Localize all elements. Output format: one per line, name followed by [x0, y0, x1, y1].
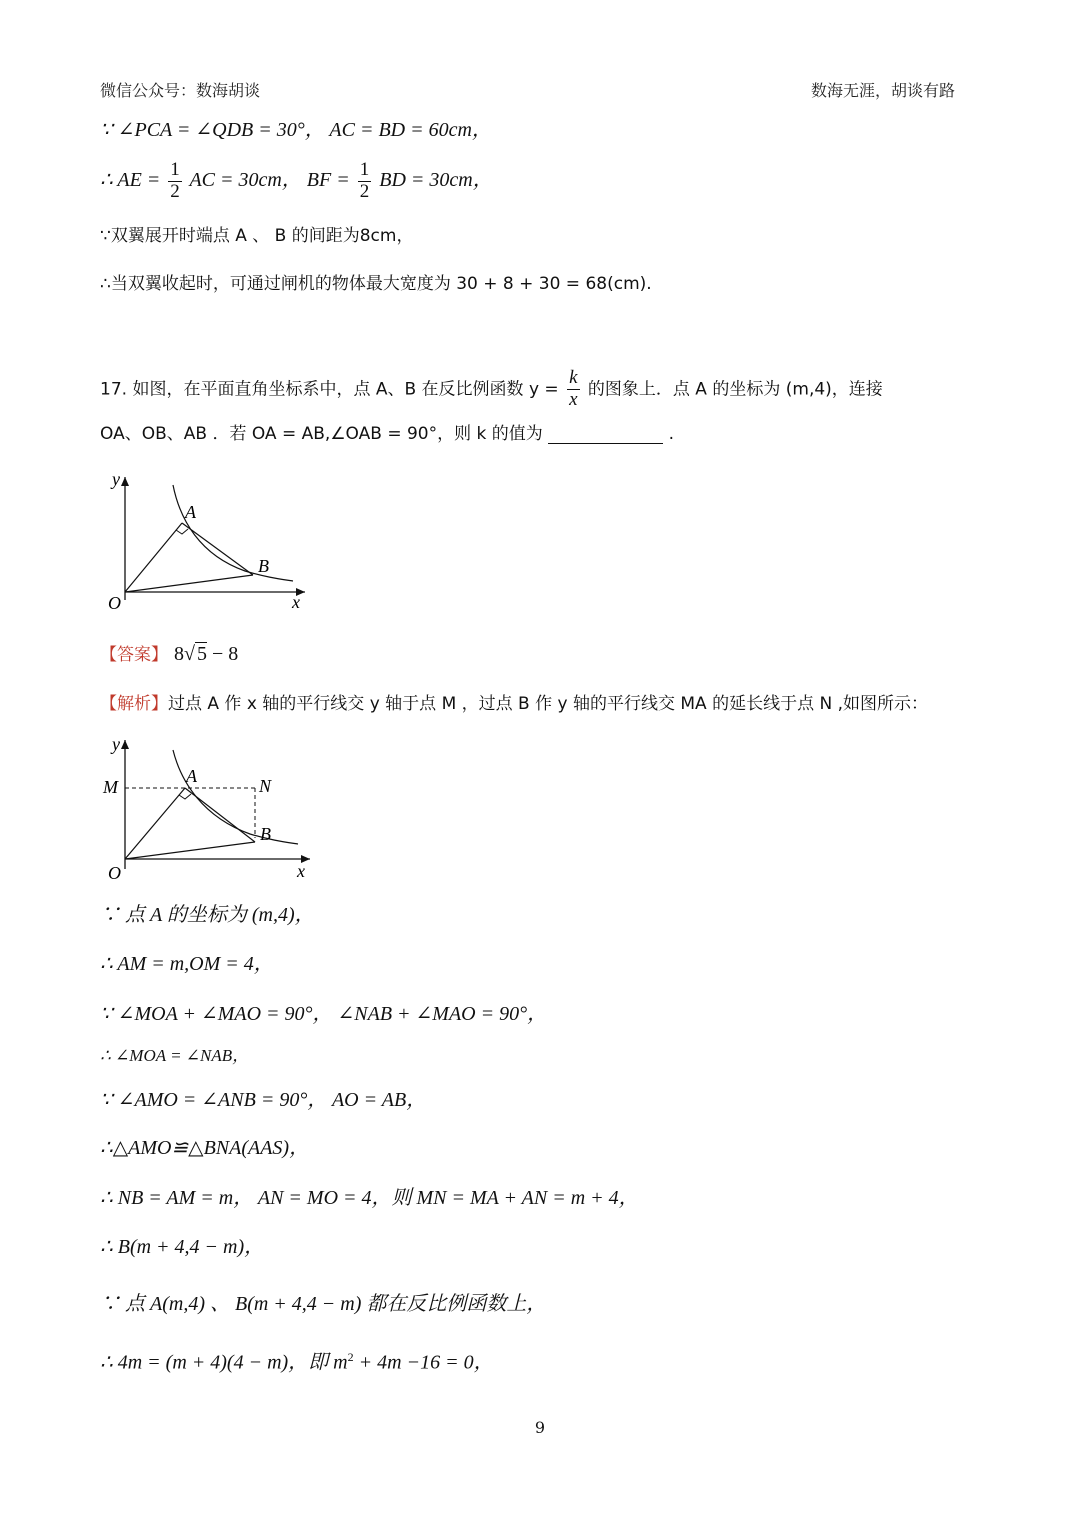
- label-y: y: [112, 469, 120, 489]
- step-3: ∵ ∠MOA + ∠MAO = 90°， ∠NAB + ∠MAO = 90°，: [100, 1003, 548, 1025]
- step-10-sup: 2: [347, 1350, 354, 1364]
- segment-ob: [125, 842, 255, 859]
- fraction-den: 2: [170, 180, 180, 202]
- answer-value-b: − 8: [207, 643, 239, 665]
- label-m: M: [103, 777, 118, 797]
- label-x: x: [297, 861, 305, 881]
- label-n: N: [259, 776, 272, 796]
- step-8: ∴ B(m + 4,4 − m)，: [100, 1236, 265, 1258]
- q17-text-a: 17. 如图，在平面直角坐标系中，点 A、B 在反比例函数 y =: [100, 379, 559, 400]
- answer-sqrt-value: 5: [197, 643, 208, 665]
- answer-value-a: 8: [174, 643, 185, 665]
- step-1: ∵ 点 A 的坐标为 (m,4)，: [100, 904, 315, 926]
- line-angle-given: ∵ ∠PCA = ∠QDB = 30°， AC = BD = 60cm，: [100, 119, 492, 141]
- label-o: O: [108, 863, 121, 883]
- header-left: 微信公众号：数海胡谈: [100, 81, 261, 100]
- fraction-den: x: [569, 388, 578, 410]
- fraction-den: 2: [359, 180, 370, 202]
- step-5: ∵ ∠AMO = ∠ANB = 90°， AO = AB，: [100, 1089, 427, 1111]
- segment-oa: [125, 788, 185, 859]
- q17-end: .: [668, 424, 674, 444]
- line-bd-part: BD = 30cm，: [379, 168, 493, 191]
- fraction-num: 1: [359, 159, 370, 180]
- step-4: ∴ ∠MOA = ∠NAB，: [100, 1046, 250, 1065]
- right-angle-mark: [176, 529, 188, 534]
- y-axis-arrow: [121, 740, 129, 749]
- answer-tag: 【答案】: [100, 645, 168, 665]
- step-10: [100, 1350, 494, 1375]
- step-7: ∴ NB = AM = m， AN = MO = 4，则 MN = MA + AN = m + 4，: [100, 1187, 639, 1209]
- analysis-text: 过点 A 作 x 轴的平行线交 y 轴于点 M ，过点 B 作 y 轴的平行线交 MA 的延长线于点 N ,如图所示：: [168, 694, 929, 714]
- segment-ab: [185, 788, 255, 842]
- q17-text-b: 的图象上．点 A 的坐标为 (m,4)，连接: [587, 379, 883, 400]
- page-number: 9: [534, 1418, 546, 1437]
- step-6: ∴△AMO≌△BNA(AAS)，: [100, 1137, 310, 1159]
- label-b: B: [258, 556, 269, 576]
- step-10-b: + 4m −16 = 0，: [353, 1351, 494, 1374]
- fraction-num: 1: [170, 159, 180, 180]
- figure-1: [95, 465, 315, 615]
- line-ae-bf: [100, 160, 493, 203]
- segment-oa: [125, 523, 182, 592]
- fraction-half-2: [358, 160, 372, 203]
- label-x: x: [292, 592, 300, 612]
- label-o: O: [108, 593, 121, 613]
- y-axis-arrow: [121, 477, 129, 486]
- step-9: ∵ 点 A(m,4) 、 B(m + 4,4 − m) 都在反比例函数上，: [100, 1293, 547, 1315]
- q17-text-c: OA、OB、AB ．若 OA = AB,∠OAB = 90°，则 k 的值为: [100, 424, 543, 444]
- label-y: y: [112, 734, 120, 754]
- question-17-line1: [100, 368, 883, 411]
- analysis-line: [100, 692, 928, 715]
- step-10-a: ∴ 4m = (m + 4)(4 − m)，即 m: [100, 1351, 348, 1374]
- hyperbola-curve: [173, 485, 293, 581]
- right-angle-mark: [179, 794, 191, 799]
- fraction-k-over-x: [567, 368, 579, 411]
- label-a: A: [185, 502, 196, 522]
- label-b: B: [260, 824, 271, 844]
- header-right: 数海无涯，胡谈有路: [810, 81, 955, 100]
- fraction-half-1: [168, 160, 182, 203]
- line-bf-part: AC = 30cm， BF =: [189, 168, 350, 191]
- segment-ob: [125, 575, 253, 592]
- hyperbola-curve: [173, 750, 298, 844]
- fraction-num: k: [569, 367, 578, 388]
- line-max-width: ∴当双翼收起时，可通过闸机的物体最大宽度为 30 + 8 + 30 = 68(cm).: [100, 274, 652, 294]
- analysis-tag: 【解析】: [100, 694, 168, 714]
- answer-line: [100, 642, 238, 666]
- question-17-line2: [100, 424, 674, 444]
- answer-blank: [548, 425, 663, 444]
- step-2: ∴ AM = m,OM = 4，: [100, 953, 274, 975]
- sqrt-icon: √: [184, 643, 196, 665]
- line-ae-part: ∴ AE =: [100, 168, 161, 191]
- line-span-distance: ∵双翼展开时端点 A 、 B 的间距为8cm，: [100, 226, 414, 246]
- segment-ab: [182, 523, 253, 575]
- label-a: A: [186, 766, 197, 786]
- figure-2: [95, 732, 325, 887]
